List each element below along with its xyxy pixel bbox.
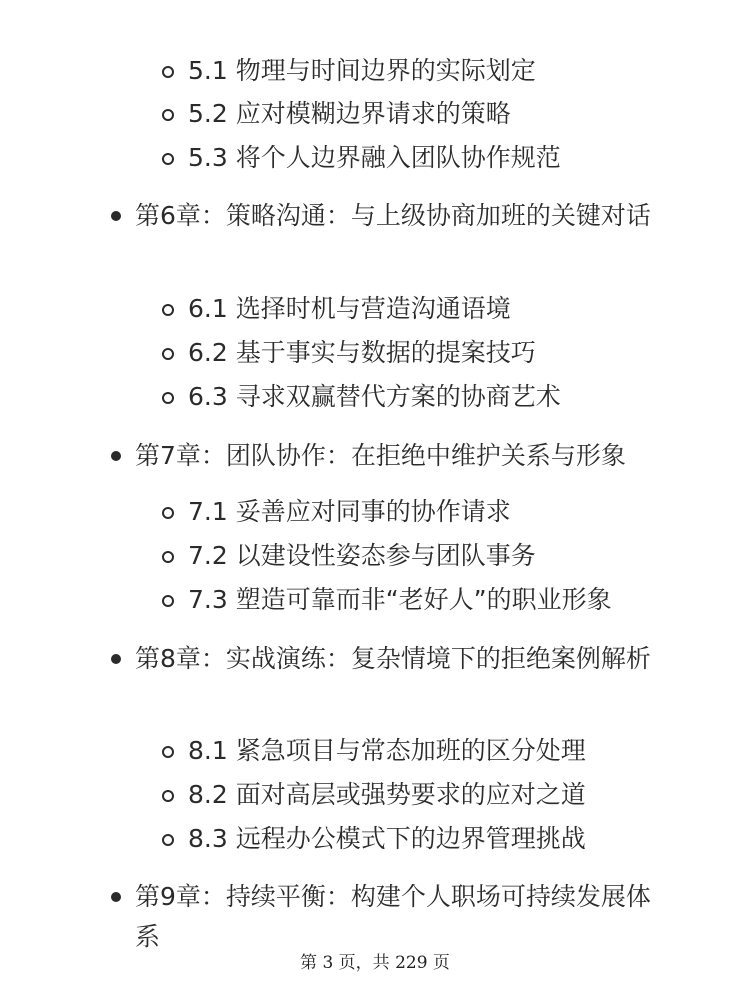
hollow-bullet-icon <box>162 746 174 758</box>
toc-item-8-2[interactable]: 8.2 面对高层或强势要求的应对之道 <box>188 780 586 809</box>
toc-chapter-7[interactable]: 第7章：团队协作：在拒绝中维护关系与形象 <box>135 441 626 470</box>
toc-item-7-2[interactable]: 7.2 以建设性姿态参与团队事务 <box>188 541 536 570</box>
solid-bullet-icon <box>111 654 121 664</box>
hollow-bullet-icon <box>162 834 174 846</box>
solid-bullet-icon <box>111 451 121 461</box>
toc-item-7-3[interactable]: 7.3 塑造可靠而非“老好人”的职业形象 <box>188 585 612 614</box>
toc-item-6-2[interactable]: 6.2 基于事实与数据的提案技巧 <box>188 338 536 367</box>
toc-item-5-3[interactable]: 5.3 将个人边界融入团队协作规范 <box>188 143 561 172</box>
toc-item-8-3[interactable]: 8.3 远程办公模式下的边界管理挑战 <box>188 824 586 853</box>
hollow-bullet-icon <box>162 304 174 316</box>
solid-bullet-icon <box>111 892 121 902</box>
hollow-bullet-icon <box>162 507 174 519</box>
toc-item-5-1[interactable]: 5.1 物理与时间边界的实际划定 <box>188 56 536 85</box>
hollow-bullet-icon <box>162 551 174 563</box>
toc-chapter-6[interactable]: 第6章：策略沟通：与上级协商加班的关键对话 <box>135 201 651 230</box>
hollow-bullet-icon <box>162 348 174 360</box>
toc-item-6-3[interactable]: 6.3 寻求双赢替代方案的协商艺术 <box>188 382 561 411</box>
hollow-bullet-icon <box>162 66 174 78</box>
hollow-bullet-icon <box>162 595 174 607</box>
hollow-bullet-icon <box>162 392 174 404</box>
toc-item-6-1[interactable]: 6.1 选择时机与营造沟通语境 <box>188 294 511 323</box>
toc-item-8-1[interactable]: 8.1 紧急项目与常态加班的区分处理 <box>188 736 586 765</box>
toc-item-7-1[interactable]: 7.1 妥善应对同事的协作请求 <box>188 497 511 526</box>
page-number: 第 3 页，共 229 页 <box>300 953 450 973</box>
toc-chapter-9[interactable]: 第9章：持续平衡：构建个人职场可持续发展体系 <box>135 882 651 951</box>
toc-chapter-8[interactable]: 第8章：实战演练：复杂情境下的拒绝案例解析 <box>135 644 651 673</box>
hollow-bullet-icon <box>162 153 174 165</box>
toc-item-5-2[interactable]: 5.2 应对模糊边界请求的策略 <box>188 99 511 128</box>
solid-bullet-icon <box>111 211 121 221</box>
hollow-bullet-icon <box>162 109 174 121</box>
hollow-bullet-icon <box>162 790 174 802</box>
